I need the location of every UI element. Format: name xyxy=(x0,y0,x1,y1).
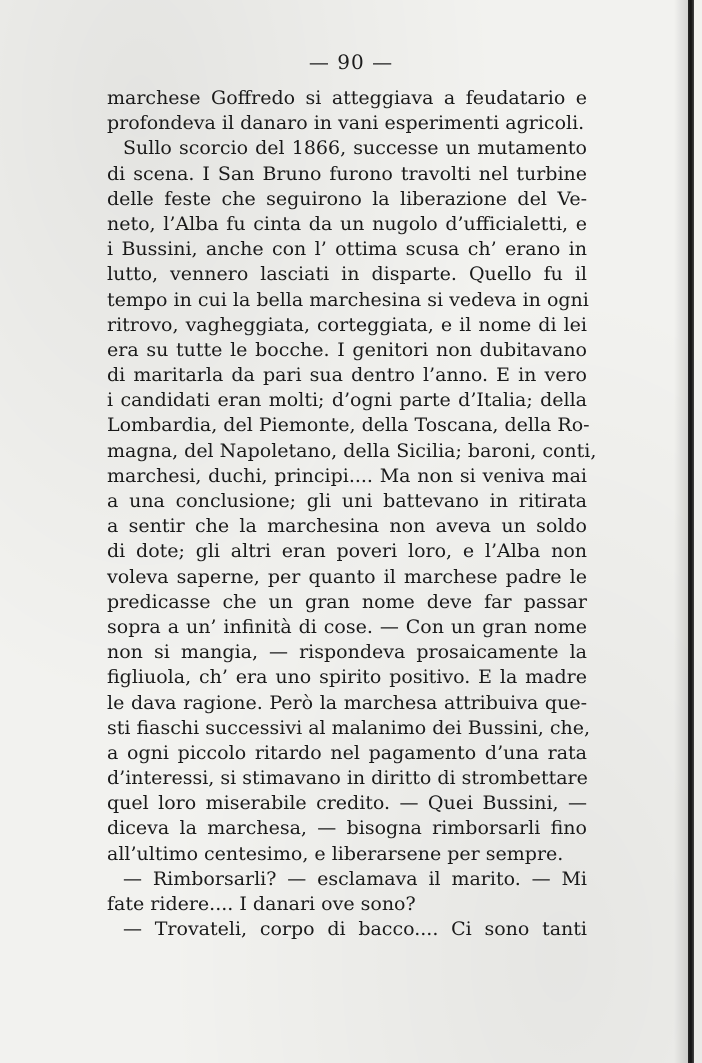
text-line: fate ridere.... I danari ove sono? xyxy=(107,893,416,915)
text-line: quel loro miserabile credito. — Quei Bussini, — xyxy=(107,792,587,815)
text-line: diceva la marchesa, — bisogna rimborsarli fino xyxy=(107,817,587,840)
binding-shadow xyxy=(674,0,688,1063)
text-line: ritrovo, vagheggiata, corteggiata, e il nome di lei xyxy=(107,313,587,336)
text-line: tempo in cui la bella marchesina si vedeva in ogni xyxy=(107,288,589,311)
binding-edge xyxy=(688,0,694,1063)
text-line: sti fiaschi successivi al malanimo dei Bussini, che, xyxy=(107,716,591,739)
text-line: di maritarla da pari sua dentro l’anno. E in vero xyxy=(107,364,587,387)
text-line: non si mangia, — rispondeva prosaicamente la xyxy=(107,641,587,664)
text-line: i Bussini, anche con l’ ottima scusa ch’ erano in xyxy=(107,238,587,261)
text-line: lutto, vennero lasciati in disparte. Quello fu il xyxy=(107,263,587,286)
text-line: a una conclusione; gli uni battevano in ritirata xyxy=(107,490,587,512)
text-line: a ogni piccolo ritardo nel pagamento d’una rata xyxy=(107,741,587,764)
text-line: Lombardia, del Piemonte, della Toscana, della Ro- xyxy=(107,414,590,437)
page-number: — 90 — xyxy=(308,50,394,74)
text-line: le dava ragione. Però la marchesa attribuiva que- xyxy=(107,691,587,714)
text-line: all’ultimo centesimo, e liberarsene per sempre. xyxy=(107,842,564,865)
text-line: predicasse che un gran nome deve far passar xyxy=(107,590,587,613)
text-line: era su tutte le bocche. I genitori non dubitavano xyxy=(107,338,587,361)
text-line: marchesi, duchi, principi.... Ma non si veniva mai xyxy=(107,464,587,487)
text-line: d’interessi, si stimavano in diritto di strombettare xyxy=(107,767,588,790)
text-line: Sullo scorcio del 1866, successe un mutamento xyxy=(123,137,587,160)
text-line: voleva saperne, per quanto il marchese padre le xyxy=(107,565,587,588)
text-line: i candidati eran molti; d’ogni parte d’Italia; della xyxy=(107,389,587,412)
text-line: figliuola, ch’ era uno spirito positivo. E la madre xyxy=(107,666,587,689)
text-line: profondeva il danaro in vani esperimenti agricoli. xyxy=(107,112,585,135)
text-line: delle feste che seguirono la liberazione del Ve- xyxy=(107,187,587,210)
text-line: di scena. I San Bruno furono travolti nel turbine xyxy=(107,162,587,185)
body-text xyxy=(107,86,597,942)
text-line: sopra a un’ infinità di cose. — Con un gran nome xyxy=(107,615,587,638)
text-line: magna, del Napoletano, della Sicilia; baroni, conti, xyxy=(107,439,597,462)
text-line: marchese Goffredo si atteggiava a feudatario e xyxy=(107,87,587,109)
text-line: neto, l’Alba fu cinta da un nugolo d’ufficialetti, e xyxy=(107,212,587,235)
text-line: — Trovateli, corpo di bacco.... Ci sono tanti xyxy=(123,918,587,941)
text-line: — Rimborsarli? — esclamava il marito. — Mi xyxy=(123,867,587,890)
text-line: di dote; gli altri eran poveri loro, e l’Alba non xyxy=(107,540,587,563)
text-line: a sentir che la marchesina non aveva un soldo xyxy=(107,515,587,538)
